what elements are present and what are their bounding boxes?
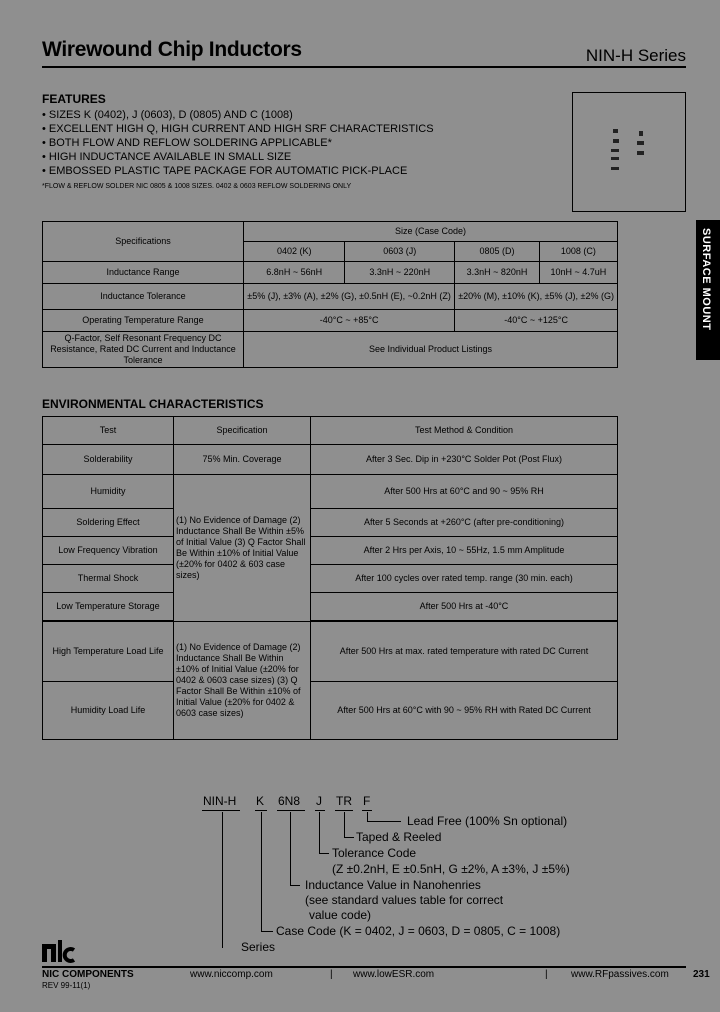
table-cell: See Individual Product Listings <box>244 332 618 368</box>
pn-tol-values: (Z ±0.2nH, E ±0.5nH, G ±2%, A ±3%, J ±5%) <box>332 862 570 876</box>
env-head-method: Test Method & Condition <box>311 417 618 445</box>
env-test: Humidity Load Life <box>43 682 174 740</box>
specifications-table <box>42 221 618 368</box>
pn-ind-note2: value code) <box>309 908 372 922</box>
size-head: Size (Case Code) <box>244 222 618 242</box>
table-cell: 3.3nH ~ 220nH <box>345 262 455 284</box>
feature-item: • SIZES K (0402), J (0603), D (0805) AND C (1008) <box>42 109 293 121</box>
size-d: 0805 (D) <box>455 242 540 262</box>
row-label: Inductance Range <box>43 262 244 284</box>
env-test: High Temperature Load Life <box>43 622 174 682</box>
environmental-table <box>42 416 618 740</box>
size-c: 1008 (C) <box>539 242 617 262</box>
env-method: After 500 Hrs at -40°C <box>311 593 618 621</box>
env-test: Low Frequency Vibration <box>43 537 174 565</box>
url-niccomp[interactable]: www.niccomp.com <box>190 969 273 980</box>
pn-ind-desc: Inductance Value in Nanohenries <box>305 878 481 892</box>
pn-tol: J <box>316 794 322 808</box>
side-tab-label: SURFACE MOUNT <box>700 228 712 331</box>
feature-item: • HIGH INDUCTANCE AVAILABLE IN SMALL SIZE <box>42 151 292 163</box>
env-method: After 2 Hrs per Axis, 10 ~ 55Hz, 1.5 mm Amplitude <box>311 537 618 565</box>
page-title: Wirewound Chip Inductors <box>42 38 302 61</box>
feature-item: • BOTH FLOW AND REFLOW SOLDERING APPLICABLE* <box>42 137 332 149</box>
pn-ind-note1: (see standard values table for correct <box>305 893 504 907</box>
pn-leadfree-desc: Lead Free (100% Sn optional) <box>407 814 568 828</box>
env-method: After 3 Sec. Dip in +230°C Solder Pot (Post Flux) <box>311 445 618 475</box>
separator: | <box>330 969 333 980</box>
pn-series: NIN-H <box>203 794 237 808</box>
env-test: Soldering Effect <box>43 509 174 537</box>
env-method: After 500 Hrs at 60°C with 90 ~ 95% RH with Rated DC Current <box>311 682 618 740</box>
env-spec-group-2: (1) No Evidence of Damage (2) Inductance Shall Be Within ±10% of Initial Value (±20% for 0402 & 0603 case sizes) (3) Q Factor Shall Be Within ±10% of Initial Value (±20% for 0402 & 0603 case sizes) <box>174 622 311 740</box>
row-label: Inductance Tolerance <box>43 284 244 310</box>
pn-leadfree: F <box>363 794 371 808</box>
env-test: Low Temperature Storage <box>43 593 174 621</box>
env-test: Humidity <box>43 475 174 509</box>
title-rule <box>42 66 686 68</box>
env-test: Solderability <box>43 445 174 475</box>
env-spec-group-1: (1) No Evidence of Damage (2) Inductance Shall Be Within ±5% of Initial Value (3) Q Factor Shall Be Within ±10% of Initial Value (±20% for 0402 & 603 case sizes) <box>174 475 311 622</box>
page-number: 231 <box>693 969 710 980</box>
company-name: NIC COMPONENTS <box>42 969 134 980</box>
spec-col-head: Specifications <box>43 222 244 262</box>
table-cell: 3.3nH ~ 820nH <box>455 262 540 284</box>
inductor-chips-icon <box>573 93 685 211</box>
nic-logo <box>42 938 78 969</box>
env-method: After 5 Seconds at +260°C (after pre-conditioning) <box>311 509 618 537</box>
size-j: 0603 (J) <box>345 242 455 262</box>
pn-value: 6N8 <box>278 794 301 808</box>
row-label: Q-Factor, Self Resonant Frequency DC Resistance, Rated DC Current and Inductance Tolerance <box>43 332 244 368</box>
pn-case: K <box>256 794 265 808</box>
series-name: NIN-H Series <box>585 46 686 65</box>
env-heading: ENVIRONMENTAL CHARACTERISTICS <box>42 397 264 411</box>
env-spec: 75% Min. Coverage <box>174 445 311 475</box>
url-lowesr[interactable]: www.lowESR.com <box>353 969 435 980</box>
env-method: After 100 cycles over rated temp. range (30 min. each) <box>311 565 618 593</box>
pn-tol-desc: Tolerance Code <box>332 846 417 860</box>
table-cell: ±20% (M), ±10% (K), ±5% (J), ±2% (G) <box>455 284 618 310</box>
table-cell: 10nH ~ 4.7uH <box>539 262 617 284</box>
footer-rule <box>42 966 686 968</box>
pn-pack: TR <box>336 794 352 808</box>
url-rfpassives[interactable]: www.RFpassives.com <box>571 969 669 980</box>
features-heading: FEATURES <box>42 92 106 106</box>
env-head-test: Test <box>43 417 174 445</box>
revision: REV 99-11(1) <box>42 981 91 990</box>
side-tab <box>696 220 720 360</box>
env-test: Thermal Shock <box>43 565 174 593</box>
env-method: After 500 Hrs at 60°C and 90 ~ 95% RH <box>311 475 618 509</box>
feature-item: • EMBOSSED PLASTIC TAPE PACKAGE FOR AUTOMATIC PICK-PLACE <box>42 165 408 177</box>
table-cell: ±5% (J), ±3% (A), ±2% (G), ±0.5nH (E), ~0.2nH (Z) <box>244 284 455 310</box>
pn-series-desc: Series <box>241 940 276 954</box>
table-cell: 6.8nH ~ 56nH <box>244 262 345 284</box>
env-method: After 500 Hrs at max. rated temperature with rated DC Current <box>311 622 618 682</box>
table-cell: -40°C ~ +125°C <box>455 310 618 332</box>
table-cell: -40°C ~ +85°C <box>244 310 455 332</box>
features-note: *FLOW & REFLOW SOLDER NIC 0805 & 1008 SIZES. 0402 & 0603 REFLOW SOLDERING ONLY <box>42 183 352 190</box>
features-list <box>42 108 434 178</box>
env-head-spec: Specification <box>174 417 311 445</box>
product-image <box>572 92 686 212</box>
size-k: 0402 (K) <box>244 242 345 262</box>
separator: | <box>545 969 548 980</box>
feature-item: • EXCELLENT HIGH Q, HIGH CURRENT AND HIGH SRF CHARACTERISTICS <box>42 123 434 135</box>
row-label: Operating Temperature Range <box>43 310 244 332</box>
pn-case-desc: Case Code (K = 0402, J = 0603, D = 0805, C = 1008) <box>276 924 561 938</box>
pn-taped-desc: Taped & Reeled <box>356 830 442 844</box>
